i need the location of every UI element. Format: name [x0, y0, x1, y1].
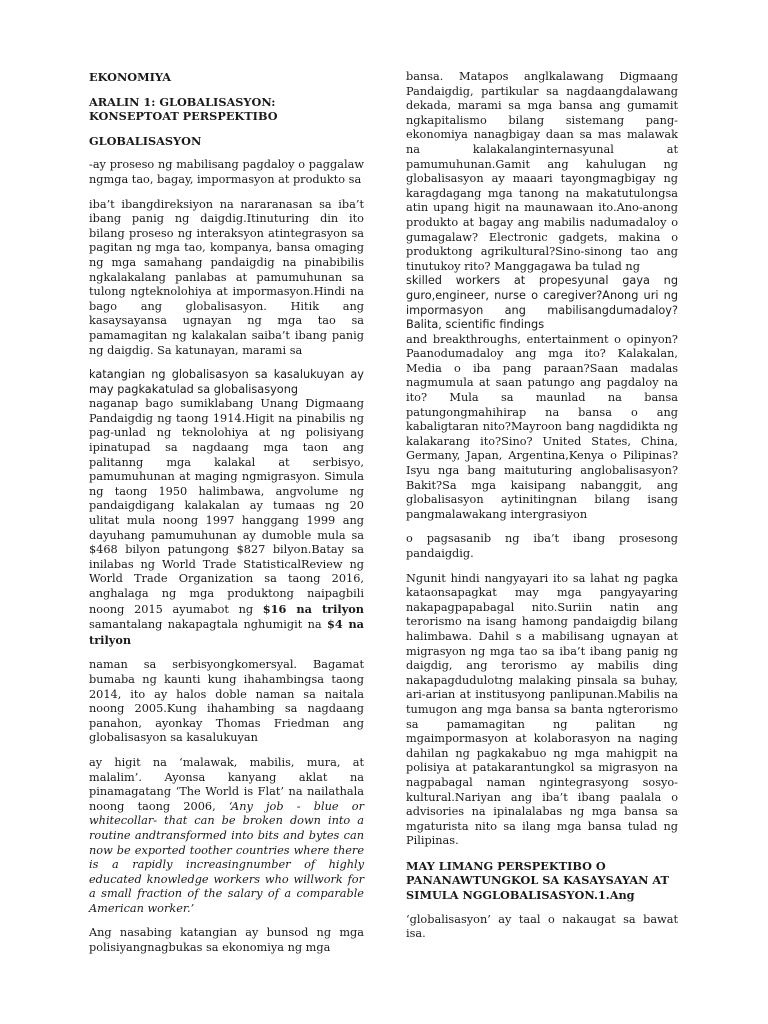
- text-friedman: ay higit na ‘malawak, mabilis, mura, at malalim’. Ayonsa kanyang aklat na pinamagatang ‘The World is Flat’ na nailathala noong taong 2006,: [89, 755, 364, 813]
- text-samantala: samantalang nakapagtala nghumigit na: [89, 618, 322, 632]
- paragraph-mga-tanong: and breakthroughs, entertainment o opinyon? Paanodumadaloy ang mga ito? Kalakalan, Media o iba pang paraan?Saan madalas nagmumula at saan patungo ang pagdaloy na ito? Mula sa maunlad na bansa patungongmahihirap na bansa o ang kabaligtaran nito?Mayroon bang nagdidikta ng kalakarang ito?Sino? United States, China, Germany, Japan, Argentina,Kenya o Pilipinas? Isyu nga bang maituturing anglobalisasyon? Bakit?Sa mga kaisipang nabanggit, ang globalisasyon aytinitingnan bilang isang pangmalawakang intergrasiyon: [406, 332, 678, 521]
- paragraph-serbisyo: naman sa serbisyongkomersyal. Bagamat bumaba ng kaunti kung ihahambingsa taong 2014, ito ay halos doble naman sa naitala noong 2005.Kung ihahambing sa nagdaang panahon, ayonkay Thomas Friedman ang globalisasyon sa kasalukuyan: [89, 658, 364, 745]
- paragraph-terorismo: Ngunit hindi nangyayari ito sa lahat ng pagka kataonsapagkat may mga pangyayaring nakapagpapabagal nito.Suriin natin ang terorismo na isang hamong pandaigdig bilang halimbawa. Dahil s a mabilisang ugnayan at migrasyon ng mga tao sa iba’t ibang panig ng daigdig, ang terorismo ay mabilis ding nakapagdudulotng malaking pinsala sa buhay, ari-arian at institusyong panlipunan.Mabilis na tumugon ang mga bansa sa banta ngterorismo sa pamamagitan ng palitan ng mgaimpormasyon at kolaborasyon na naging dahilan ng pagkakabuo ng mga mahigpit na polisiya at patakarantungkol sa migrasyon na nagpabagal naman ngintegrasyong sosyo-kultural.Nariyan ang iba’t ibang paalala o advisories na ipinalalabas ng mga bansa sa mgaturista nito sa ilang mga bansa tulad ng Pilipinas.: [406, 571, 678, 848]
- heading-aralin: ARALIN 1: GLOBALISASYON: KONSEPTOAT PERSPEKTIBO: [89, 94, 278, 124]
- paragraph-katangian: katangian ng globalisasyon sa kasalukuyan ay may pagkakatulad sa globalisasyong: [89, 368, 364, 396]
- paragraph-pagsasanib: o pagsasanib ng iba’t ibang prosesong pandaigdig.: [406, 532, 678, 560]
- paragraph-friedman: [89, 756, 364, 917]
- paragraph-taal: ‘globalisasyon’ ay taal o nakaugat sa bawat isa.: [406, 912, 678, 941]
- paragraph-kapitalismo: bansa. Matapos anglkalawang Digmaang Pandaigdig, partikular sa nagdaangdalawang dekada, marami sa mga bansa ang gumamit ngkapitalismo bilang sistemang pang-ekonomiya nanagbigay daan sa mas malawak na kalakalanginternasyunal at pamumuhunan.Gamit ang kahulugan ng globalisasyon ay maaari tayongmagbigay ng karagdagang mga tanong na makatutulongsa atin upang higit na maunawaan ito.Ano-anong produkto at bagay ang mabilis nadumadaloy o gumagalaw? Electronic gadgets, makina o produktong agrikultural?Sino-sinong tao ang tinutukoy rito? Manggagawa ba tulad ng: [406, 70, 678, 273]
- heading-perspektibo: MAY LIMANG PERSPEKTIBO O PANANAWTUNGKOL SA KASAYSAYAN AT SIMULA NGGLOBALISASYON.1.Ang: [406, 858, 669, 903]
- paragraph-skilled-workers: skilled workers at propesyunal gaya ng guro,engineer, nurse o caregiver?Anong uri ng impormasyon ang mabilisangdumadaloy? Balita, scientific findings: [406, 274, 678, 332]
- heading-ekonomiya: EKONOMIYA: [89, 70, 172, 84]
- value-16-trilyon: $16 na trilyon: [262, 601, 365, 616]
- paragraph-definition: -ay proseso ng mabilisang pagdaloy o paggalaw ngmga tao, bagay, impormasyon at produkto sa: [89, 158, 364, 186]
- quote-friedman: ‘Any job - blue or whitecollar- that can be broken down into a routine andtransformed into bits and bytes can now be exported toother countries where there is a rapidly increasingnumber of highly educated knowledge workers who willwork for a small fraction of the salary of a comparable American worker.’: [89, 799, 364, 915]
- right-column: [406, 70, 678, 952]
- paragraph-polisiya: Ang nasabing katangian ay bunsod ng mga polisiyangnagbukas sa ekonomiya ng mga: [89, 926, 364, 955]
- text-kasaysayan: naganap bago sumiklabang Unang Digmaang Pandaigdig ng taong 1914.Higit na pinabilis ng pag-unlad ng teknolohiya at ng polisiyang ipinatupad sa nagdaang mga taon ang palitanng mga kalakal at serbisyo, pamumuhunan at maging ngmigrasyon. Simula ng taong 1950 halimbawa, angvolume ng pandaigdigang kalakalan ay tumaas ng 20 ulitat mula noong 1997 hanggang 1999 ang dayuhang pamumuhunan ay dumoble mula sa $468 bilyon patungong $827 bilyon.Batay sa inilabas ng World Trade StatisticalReview ng World Trade Organization sa taong 2016, anghalaga ng mga produktong naipagbili noong 2015 ayumabot ng: [89, 397, 364, 616]
- left-column: [89, 70, 364, 966]
- paragraph-kasaysayan: [89, 397, 364, 648]
- heading-globalisasyon: GLOBALISASYON: [89, 133, 202, 148]
- value-4-trilyon: $4 na trilyon: [89, 617, 365, 647]
- paragraph-interaksyon: iba’t ibangdireksiyon na nararanasan sa iba’t ibang panig ng daigdig.Itinuturing din ito bilang proseso ng interaksyon atintegrasyon sa pagitan ng mga tao, kompanya, bansa omaging ng mga samahang pandaigdig na pinabibilis ngkalakalang panlabas at pamumuhunan sa tulong ngteknolohiya at impormasyon.Hindi na bago ang globalisasyon. Hitik ang kasaysayansa ugnayan ng mga tao sa pamamagitan ng kalakalan saiba’t ibang panig ng daigdig. Sa katunayan, marami sa: [89, 197, 364, 357]
